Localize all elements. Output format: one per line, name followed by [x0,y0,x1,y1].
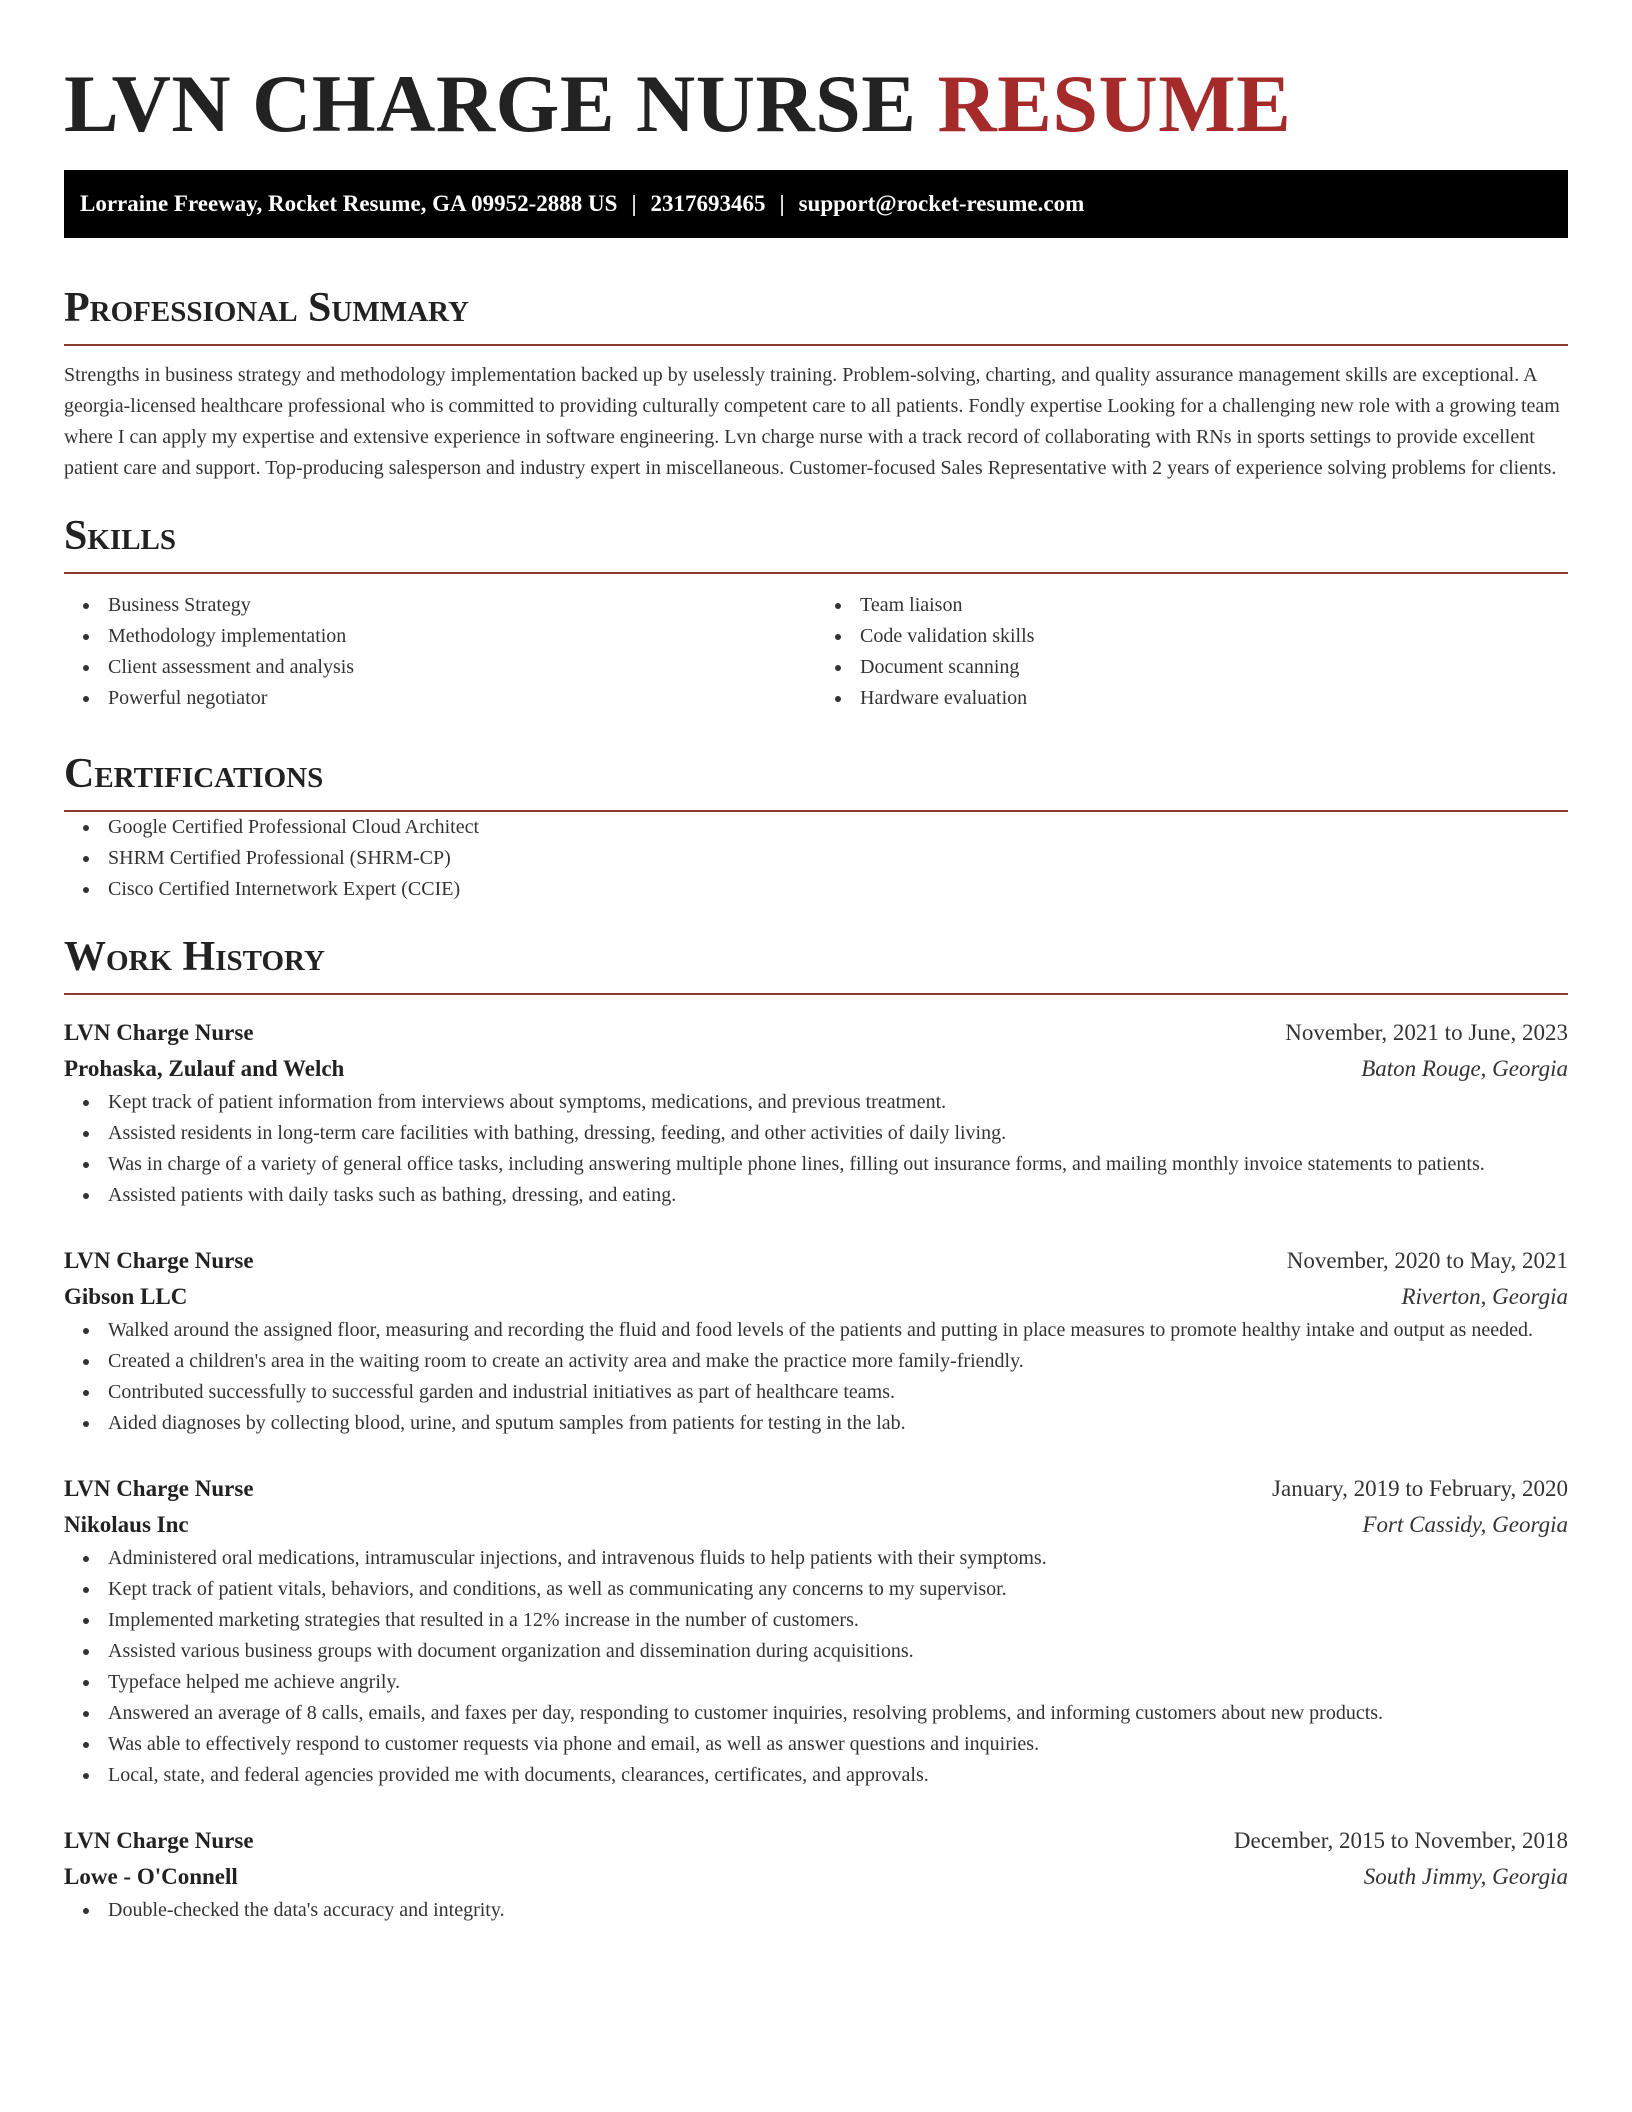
skills-column-left [64,590,816,714]
certifications-list [64,812,1568,905]
job-duty: Assisted residents in long-term care facilities with bathing, dressing, feeding, and other activities of daily living. [108,1118,1568,1149]
job-subheader-row [64,1507,1568,1543]
job-header-row [64,1015,1568,1051]
skills-heading: Skills [64,510,1568,574]
job-duty: Typeface helped me achieve angrily. [108,1667,1568,1698]
job-title: LVN Charge Nurse [64,1248,254,1273]
job-duties-list [64,1315,1568,1439]
contact-email[interactable]: support@rocket-resume.com [798,191,1085,216]
job-header-row [64,1471,1568,1507]
title-accent: RESUME [937,58,1292,149]
job-duties-list [64,1895,1568,1926]
job-duty: Implemented marketing strategies that resulted in a 12% increase in the number of customers. [108,1605,1568,1636]
job-duty: Administered oral medications, intramuscular injections, and intravenous fluids to help patients with their symptoms. [108,1543,1568,1574]
job-company: Prohaska, Zulauf and Welch [64,1056,345,1081]
job-company: Gibson LLC [64,1284,188,1309]
job-location: Fort Cassidy, Georgia [1362,1512,1568,1537]
contact-address: Lorraine Freeway, Rocket Resume, GA 09952-2888 US [80,191,618,216]
job-duties-list [64,1543,1568,1791]
job-entry [64,1243,1568,1439]
certification-item: Google Certified Professional Cloud Architect [108,812,1568,843]
job-subheader-row [64,1279,1568,1315]
skills-grid [64,590,1568,714]
job-duty: Aided diagnoses by collecting blood, urine, and sputum samples from patients for testing in the lab. [108,1408,1568,1439]
job-duty: Answered an average of 8 calls, emails, and faxes per day, responding to customer inquiries, resolving problems, and informing customers about new products. [108,1698,1568,1729]
contact-phone[interactable]: 2317693465 [650,191,766,216]
job-title: LVN Charge Nurse [64,1828,254,1853]
skill-item: Client assessment and analysis [108,652,816,683]
job-entry [64,1015,1568,1211]
job-entry [64,1471,1568,1791]
job-duty: Assisted patients with daily tasks such as bathing, dressing, and eating. [108,1180,1568,1211]
skill-item: Powerful negotiator [108,683,816,714]
job-duty: Double-checked the data's accuracy and integrity. [108,1895,1568,1926]
skill-item: Team liaison [860,590,1568,621]
contact-separator: | [779,191,785,216]
job-company: Lowe - O'Connell [64,1864,238,1889]
work-history-heading: Work History [64,931,1568,995]
contact-separator: | [631,191,637,216]
skill-item: Document scanning [860,652,1568,683]
job-title: LVN Charge Nurse [64,1020,254,1045]
job-duty: Local, state, and federal agencies provided me with documents, clearances, certificates, and approvals. [108,1760,1568,1791]
job-dates: November, 2020 to May, 2021 [1286,1248,1568,1273]
job-duty: Contributed successfully to successful garden and industrial initiatives as part of healthcare teams. [108,1377,1568,1408]
job-subheader-row [64,1859,1568,1895]
job-duty: Kept track of patient information from interviews about symptoms, medications, and previous treatment. [108,1087,1568,1118]
certification-item: Cisco Certified Internetwork Expert (CCIE) [108,874,1568,905]
skill-item: Hardware evaluation [860,683,1568,714]
job-header-row [64,1823,1568,1859]
skills-list-right [816,590,1568,714]
summary-heading: Professional Summary [64,282,1568,346]
job-title: LVN Charge Nurse [64,1476,254,1501]
job-company: Nikolaus Inc [64,1512,189,1537]
job-duty: Was in charge of a variety of general office tasks, including answering multiple phone lines, filling out insurance forms, and mailing monthly invoice statements to patients. [108,1149,1568,1180]
job-entry [64,1823,1568,1926]
job-dates: December, 2015 to November, 2018 [1233,1828,1568,1853]
job-header-row [64,1243,1568,1279]
job-duties-list [64,1087,1568,1211]
job-location: Baton Rouge, Georgia [1361,1056,1568,1081]
summary-text: Strengths in business strategy and methodology implementation backed up by uselessly training. Problem-solving, charting, and quality assurance management skills are exceptional. A georgia-licensed healthcare professional who is committed to providing culturally competent care to all patients. Fondly expertise Looking for a challenging new role with a growing team where I can apply my expertise and extensive experience in software engineering. Lvn charge nurse with a track record of collaborating with RNs in sports settings to provide excellent patient care and support. Top-producing salesperson and industry expert in miscellaneous. Customer-focused Sales Representative with 2 years of experience solving problems for clients. [64,364,1560,479]
title-main: LVN CHARGE NURSE [64,58,917,149]
job-subheader-row [64,1051,1568,1087]
job-dates: January, 2019 to February, 2020 [1272,1476,1568,1501]
job-location: South Jimmy, Georgia [1363,1864,1568,1889]
skill-item: Methodology implementation [108,621,816,652]
skills-list-left [64,590,816,714]
certification-item: SHRM Certified Professional (SHRM-CP) [108,843,1568,874]
job-duty: Created a children's area in the waiting room to create an activity area and make the practice more family-friendly. [108,1346,1568,1377]
job-location: Riverton, Georgia [1401,1284,1568,1309]
job-duty: Assisted various business groups with document organization and dissemination during acquisitions. [108,1636,1568,1667]
skill-item: Business Strategy [108,590,816,621]
job-duty: Kept track of patient vitals, behaviors, and conditions, as well as communicating any concerns to my supervisor. [108,1574,1568,1605]
job-duty: Walked around the assigned floor, measuring and recording the fluid and food levels of the patients and putting in place measures to promote healthy intake and output as needed. [108,1315,1568,1346]
job-duty: Was able to effectively respond to customer requests via phone and email, as well as answer questions and inquiries. [108,1729,1568,1760]
resume-title [64,0,1568,150]
job-dates: November, 2021 to June, 2023 [1285,1020,1568,1045]
skill-item: Code validation skills [860,621,1568,652]
contact-bar [64,170,1568,238]
skills-column-right [816,590,1568,714]
certifications-heading: Certifications [64,748,1568,812]
